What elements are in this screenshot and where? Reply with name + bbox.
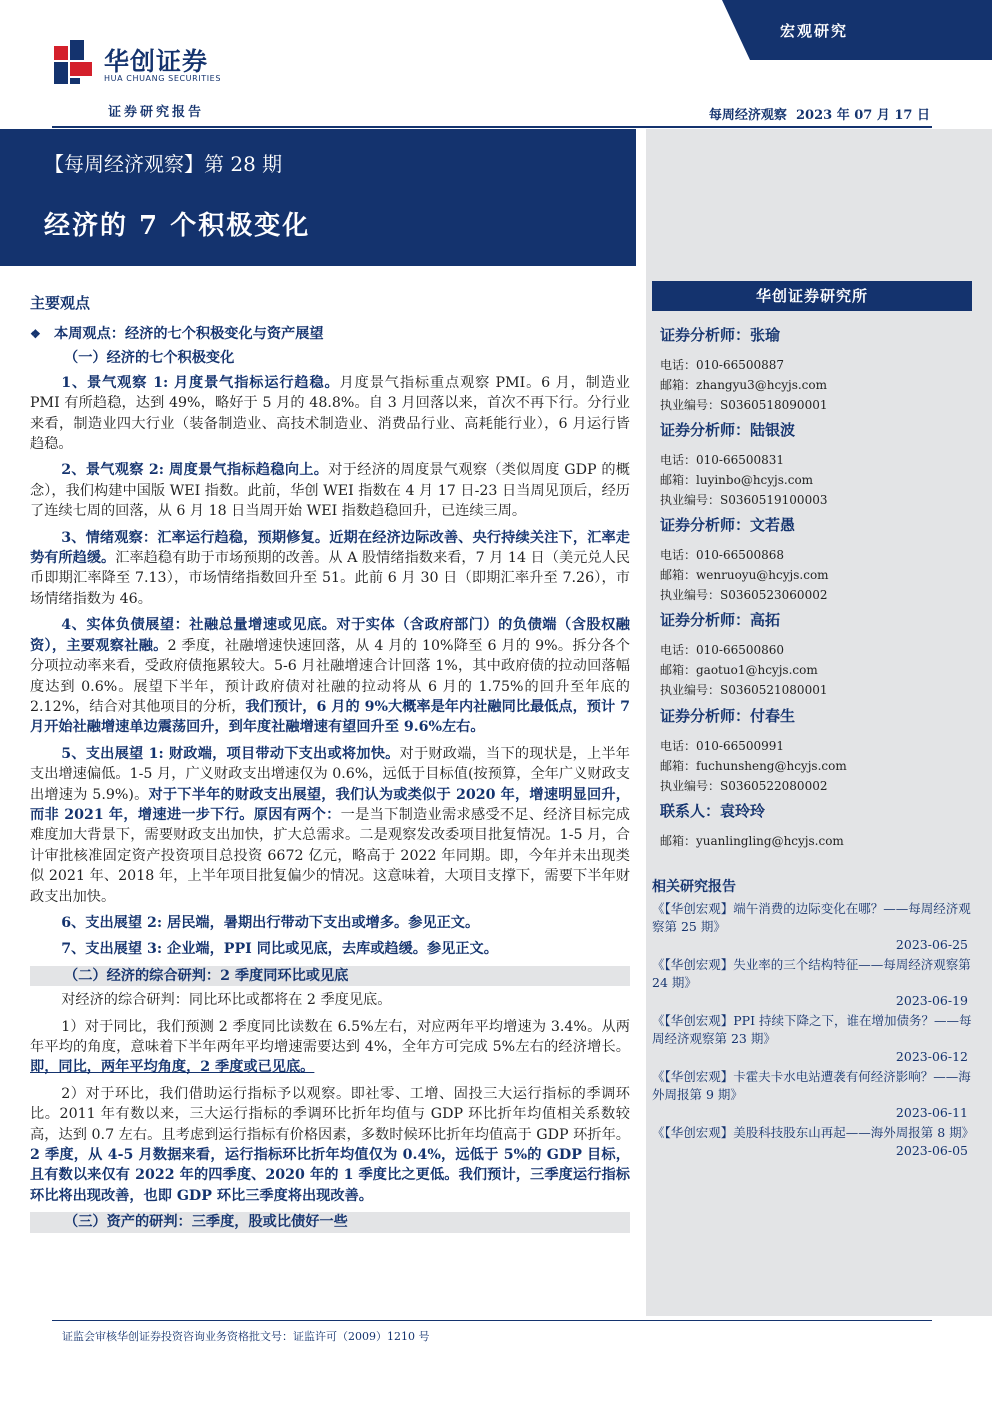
related-report-date: 2023-06-12	[895, 1049, 968, 1064]
paragraph-text: 对经济的综合研判：同比环比或都将在 2 季度见底。	[61, 992, 392, 1009]
point-paragraph	[30, 744, 630, 907]
point-body: 对于经济的周度景气观察（类似周度 GDP 的概念），我们构建中国版 WEI 指数。此前，华创 WEI 指数在 4 月 17 日-23 日当周见顶后，经历了连续七周的回落，从 6 月 18 日当周开始 WEI 指数趋稳回升，已连续三周。	[30, 462, 630, 520]
point-heading: 2、景气观察 2: 周度景气指标趋稳向上。	[61, 462, 329, 479]
related-reports-title: 相关研究报告	[652, 879, 736, 895]
analyst-tel: 电话：010-66500860	[660, 643, 785, 657]
point-heading: 7、支出展望 3: 企业端，PPI 同比或见底，去库或趋缓。参见正文。	[61, 941, 498, 958]
paragraph-text: 1）对于同比，我们预测 2 季度同比读数在 6.5%左右，对应两年平均增速为 3.4%。从两年平均的角度，意味着下半年两年平均增速需要达到 4%，全年方可完成 5%左右的经济增长。	[30, 1018, 630, 1055]
analyst-cert: 执业编号：S0360522080002	[660, 779, 828, 793]
related-report-link[interactable]: 《【华创宏观】端午消费的边际变化在哪？——每周经济观察第 25 期》	[652, 901, 971, 934]
paragraph-text: 2）对于环比，我们借助运行指标予以观察。即社零、工增、固投三大运行指标的季调环比。2011 年有数以来，三大运行指标的季调环比折年均值与 GDP 环比折年均值相关系数较高，达到 0.7 左右。且考虑到运行指标有价格因素，多数时候环比折年均值高于 GDP 环折年。	[30, 1085, 630, 1143]
point-heading: 4、实体负债展望：社融总量增速或见底。对于实体（含政府部门）的负债端（含股权融资），主要观察社融。	[30, 617, 630, 654]
analyst-cert: 执业编号：S0360519100003	[660, 493, 828, 507]
analyst-card	[660, 514, 960, 605]
related-report-link[interactable]: 《【华创宏观】美股科技股东山再起——海外周报第 8 期》	[652, 1125, 975, 1140]
analyst-email[interactable]: 邮箱：zhangyu3@hcyjs.com	[660, 378, 828, 392]
analyst-tel: 电话：010-66500831	[660, 453, 785, 467]
point-heading: 1、景气观察 1: 月度景气指标运行趋稳。	[61, 374, 340, 391]
analyst-name: 证券分析师：张瑜	[660, 326, 781, 344]
point-paragraph	[30, 528, 630, 610]
related-reports	[652, 876, 975, 1162]
report-type-label: 证券研究报告	[108, 105, 205, 120]
analyst-card	[660, 705, 960, 796]
institute-header: 华创证券研究所	[652, 281, 972, 311]
related-report-link[interactable]: 《【华创宏观】失业率的三个结构特征——每周经济观察第 24 期》	[652, 957, 971, 990]
analyst-name: 证券分析师：陆银波	[660, 421, 796, 439]
related-report-date: 2023-06-19	[895, 993, 968, 1008]
header-date: 2023 年 07 月 17 日	[796, 108, 930, 123]
footer-divider	[52, 1320, 932, 1321]
header-series: 每周经济观察	[708, 108, 787, 123]
subsection-heading: （二）经济的综合研判：2 季度同环比或见底	[30, 966, 630, 986]
analyst-tel: 电话：010-66500887	[660, 358, 785, 372]
contact-name: 联系人：袁玲玲	[660, 802, 766, 820]
category-tag-shape	[722, 0, 992, 60]
paragraph	[30, 990, 630, 1010]
analyst-card	[660, 609, 960, 700]
analyst-name: 证券分析师：付春生	[660, 707, 796, 725]
analyst-cert: 执业编号：S0360523060002	[660, 588, 828, 602]
lead-heading	[30, 324, 630, 344]
analyst-tel: 电话：010-66500991	[660, 739, 785, 753]
point-body-tail: 一是当下制造业需求感受不足、经济目标完成难度加大背景下，需要财政支出加快，扩大总需求。二是观察发改委项目批复情况。1-5 月，合计审批核准固定资产投资项目总投资 6672 亿元，略高于 2022 年同期。即，今年并未出现类似 2021 年、2018 年，上半年项目批复偏少的情况。这意味着，大项目支撑下，需要下半年财政支出加快。	[30, 806, 630, 905]
lead-text: 本周观点：经济的七个积极变化与资产展望	[54, 326, 324, 342]
point-paragraph	[30, 373, 630, 455]
point-emphasis: 对于下半年的财政支出展望，我们认为或类似于 2020 年，增速明显回升，而非 2021 年，增速进一步下行。原因有两个：	[30, 786, 630, 823]
analyst-card	[660, 324, 960, 415]
analyst-email[interactable]: 邮箱：wenruoyu@hcyjs.com	[660, 568, 829, 582]
point-paragraph	[30, 913, 630, 933]
point-heading: 6、支出展望 2: 居民端，暑期出行带动下支出或增多。参见正文。	[61, 914, 480, 931]
paragraph	[30, 1017, 630, 1078]
series-label: 【每周经济观察】第 28 期	[44, 152, 283, 176]
point-paragraph	[30, 615, 630, 737]
related-report-link[interactable]: 《【华创宏观】卡霍夫卡水电站遭袭有何经济影响？——海外周报第 9 期》	[652, 1069, 971, 1102]
analyst-email[interactable]: 邮箱：luyinbo@hcyjs.com	[660, 473, 814, 487]
related-report-date: 2023-06-11	[895, 1105, 968, 1120]
point-body: 对于财政端，当下的现状是，上半年支出增速偏低。1-5 月，广义财政支出增速仅为 0.6%，远低于目标值(按预算，全年广义财政支出增速为 5.9%)。	[30, 745, 630, 803]
main-content	[30, 324, 630, 1237]
subsection-heading: （一）经济的七个积极变化	[64, 350, 235, 367]
page-title: 经济的 7 个积极变化	[44, 211, 311, 241]
diamond-bullet-icon: ❖	[30, 327, 41, 341]
contact-card	[660, 800, 960, 851]
footer-disclaimer: 证监会审核华创证券投资咨询业务资格批文号：证监许可（2009）1210 号	[62, 1330, 430, 1343]
analyst-name: 证券分析师：高拓	[660, 611, 781, 629]
analyst-cert: 执业编号：S0360518090001	[660, 398, 828, 412]
analyst-name: 证券分析师：文若愚	[660, 516, 796, 534]
analyst-cert: 执业编号：S0360521080001	[660, 683, 828, 697]
header-divider	[52, 126, 932, 128]
category-tag: 宏观研究	[780, 22, 849, 40]
contact-email[interactable]: 邮箱：yuanlingling@hcyjs.com	[660, 834, 844, 848]
logo-chinese: 华创证券	[104, 47, 209, 76]
company-logo	[52, 38, 242, 94]
logo-english: HUA CHUANG SECURITIES	[104, 74, 222, 83]
header-meta	[709, 104, 930, 123]
point-body: 2 季度，社融增速快速回落，从 4 月的 10%降至 6 月的 9%。拆分各个分项拉动率来看，受政府债拖累较大。5-6 月社融增速合计回落 1%，其中政府债的拉动回落幅度达到 0.6%。展望下半年，预计政府债对社融的拉动将从 6 月的 1.75%的回升至年底的 2.12%，结合对其他项目的分析，	[30, 637, 630, 715]
point-emphasis: 我们预计，6 月的 9%大概率是年内社融同比最低点，预计 7 月开始社融增速单边震荡回升，到年度社融增速有望回升至 9.6%左右。	[30, 698, 630, 736]
point-heading: 3、情绪观察：汇率运行趋稳，预期修复。近期在经济边际改善、央行持续关注下，汇率走势有所趋缓。	[30, 529, 630, 567]
logo-mark-icon	[52, 40, 96, 88]
subsection-heading: （三）资产的研判：三季度，股或比债好一些	[30, 1212, 630, 1232]
related-report-link[interactable]: 《【华创宏观】PPI 持续下降之下，谁在增加债务？——每周经济观察第 23 期》	[652, 1013, 972, 1046]
point-body: 汇率趋稳有助于市场预期的改善。从 A 股情绪指数来看，7 月 14 日（美元兑人民币即期汇率降至 7.13），市场情绪指数回升至 51。此前 6 月 30 日（即期汇率升至 7.26），市场情绪指数为 46。	[30, 550, 630, 607]
point-body: 月度景气指标重点观察 PMI。6 月，制造业 PMI 有所趋稳，达到 49%，略好于 5 月的 48.8%。自 3 月回落以来，首次不再下行。分行业来看，制造业四大行业（装备制造业、高技术制造业、消费品行业、高耗能行业），6 月运行皆趋稳。	[30, 374, 630, 453]
point-paragraph	[30, 939, 630, 959]
paragraph-emphasis: 2 季度，从 4-5 月数据来看，运行指标环比折年均值仅为 0.4%，远低于 5%的 GDP 目标，且有数以来仅有 2022 年的四季度、2020 年的 1 季度比之更低。我们预计，三季度运行指标环比将出现改善，也即 GDP 环比三季度将出现改善。	[30, 1147, 630, 1204]
analyst-email[interactable]: 邮箱：fuchunsheng@hcyjs.com	[660, 759, 847, 773]
paragraph-emphasis: 即，同比，两年平均角度，2 季度或已见底。	[30, 1059, 315, 1076]
point-heading: 5、支出展望 1: 财政端，项目带动下支出或将加快。	[61, 745, 400, 762]
analyst-tel: 电话：010-66500868	[660, 548, 785, 562]
related-report-date: 2023-06-25	[895, 937, 968, 952]
paragraph	[30, 1084, 630, 1206]
point-paragraph	[30, 460, 630, 521]
related-report-date: 2023-06-05	[895, 1143, 968, 1158]
analyst-card	[660, 419, 960, 510]
section-title: 主要观点	[30, 294, 91, 312]
analyst-email[interactable]: 邮箱：gaotuo1@hcyjs.com	[660, 663, 818, 677]
